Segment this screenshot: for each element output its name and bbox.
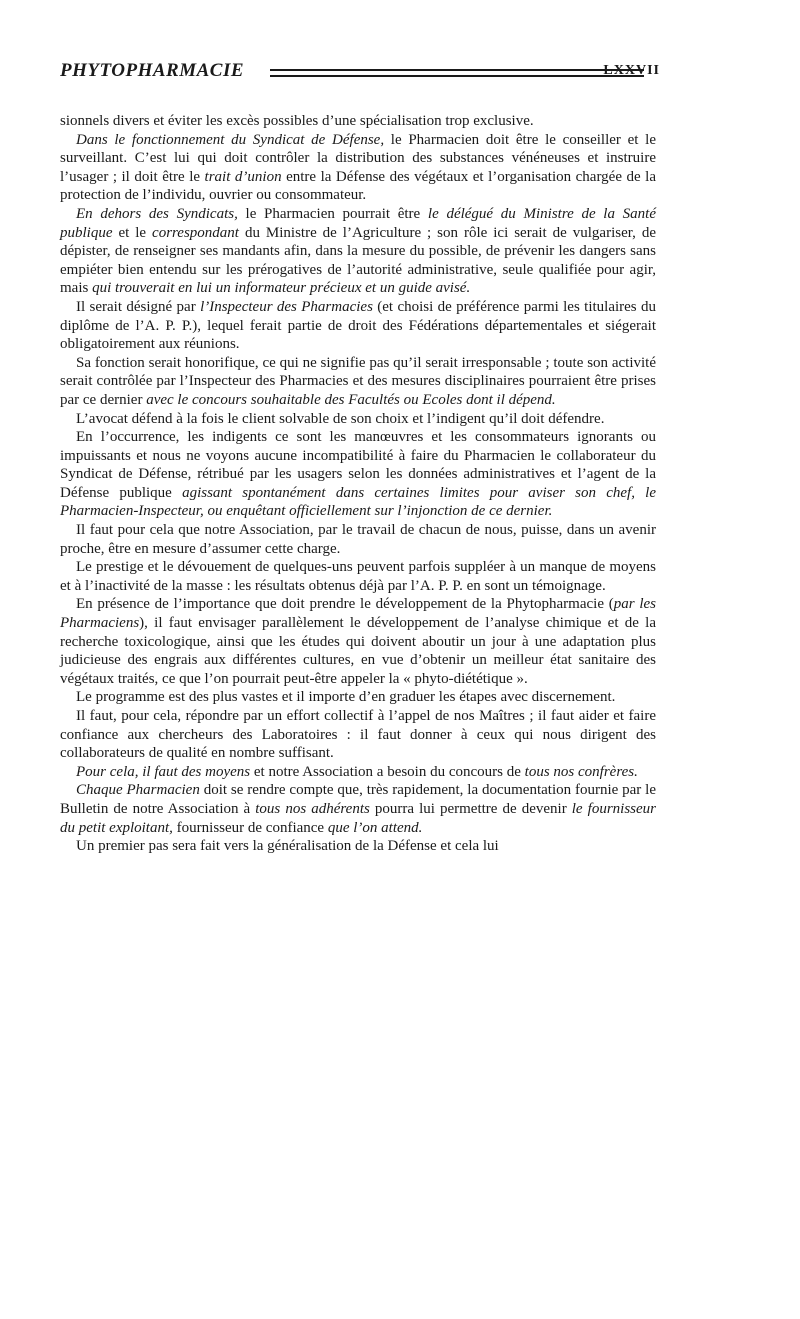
italic-text: trait d’union (204, 168, 282, 185)
body-text (60, 112, 656, 856)
paragraph (60, 595, 656, 688)
text-run: En l’occurrence, les indigents ce sont les manœuvres et les consommateurs ignorants ou impuissants et nous ne voyons aucune incompatibilité à faire du Pharmacien le collaborateur du Syndicat de Défense, rétribué par les usagers selon les données administratives et l’agent de la Défense publique (60, 429, 656, 501)
text-run: le Pharmacien doit être le conseiller et le surveillant. C’est lui qui doit contrôler la distribution des substances vénéneuses et instruire l’usager ; il doit être le (60, 131, 656, 185)
text-run: du Ministre de l’Agriculture ; son rôle ici serait de vulgariser, de dépister, de renseigner ses mandants afin, dans la mesure du possible, de prévenir les dangers sans empiéter bien entendu sur les prérogatives de l’autorité administrative, seule qualifiée pour agir, mais (60, 224, 656, 297)
italic-text: Chaque Pharmacien (76, 782, 200, 799)
italic-text: par les Pharmaciens (60, 596, 657, 632)
italic-text: que l’on attend. (327, 819, 423, 836)
paragraph (60, 707, 656, 763)
text-run: entre la Défense des végétaux et l’organisation chargée de la protection de l’individu, ouvrier ou consommateur. (60, 168, 656, 204)
text-run: Il serait désigné par (76, 298, 201, 315)
italic-text: En dehors des Syndicats, (76, 205, 238, 222)
text-run: ), il faut envisager parallèlement le développement de l’analyse chimique et de la recherche toxicologique, ainsi que les études qui doivent aboutir un jour à une adaptation plus judicieuse des engrais aux différentes cultures, en vue d’obtenir un meilleur état sanitaire des végétaux traités, ce que l’on pourrait peut-être appeler la « phyto-diététique ». (60, 615, 656, 687)
running-header (60, 60, 660, 90)
paragraph (60, 763, 656, 782)
text-run: Il faut, pour cela, répondre par un effort collectif à l’appel de nos Maîtres ; il faut aider et faire confiance aux chercheurs des Laboratoires : il faut donner à ceux qui nous dirigent des collaborateurs de qualité en nombre suffisant. (60, 708, 656, 762)
italic-text: le délégué du Ministre de la Santé publique (60, 205, 657, 241)
italic-text: Dans le fonctionnement du Syndicat de Défense, (76, 131, 385, 148)
paragraph (60, 131, 656, 205)
running-title: PHYTOPHARMACIE (60, 60, 245, 81)
paragraph (60, 112, 656, 131)
text-run: et notre Association a besoin du concours de (250, 763, 525, 780)
paragraph (60, 688, 656, 707)
text-run: doit se rendre compte que, très rapidement, la documentation fournie par le Bulletin de notre Association à (60, 782, 656, 817)
italic-text: l’Inspecteur des Pharmacies (200, 298, 373, 315)
paragraph (60, 298, 656, 354)
paragraph (60, 837, 656, 856)
italic-text: tous nos confrères. (524, 763, 638, 780)
italic-text: agissant spontanément dans certaines limites pour aviser son chef, le Pharmacien-Inspecteur, ou enquêtant officiellement sur l’injonction de ce dernier. (60, 484, 656, 520)
text-run: pourra lui permettre de devenir (369, 800, 572, 817)
text-run: En présence de l’importance que doit prendre le développement de la Phytopharmacie ( (76, 596, 614, 613)
paragraph (60, 354, 656, 410)
text-run: Il faut pour cela que notre Association, par le travail de chacun de nous, puisse, dans un avenir proche, être en mesure d’assumer cette charge. (60, 522, 656, 557)
text-run: Un premier pas sera fait vers la généralisation de la Défense et cela lui (76, 838, 499, 855)
italic-text: correspondant (152, 224, 239, 241)
paragraph (60, 558, 656, 595)
page-number: LXXVII (603, 63, 660, 78)
text-run: et le (112, 224, 153, 241)
paragraph (60, 781, 656, 837)
text-run: le Pharmacien pourrait être (237, 205, 428, 222)
text-run: Le programme est des plus vastes et il importe d’en graduer les étapes avec discernement. (76, 689, 616, 706)
text-run: Sa fonction serait honorifique, ce qui ne signifie pas qu’il serait irresponsable ; toute son activité serait contrôlée par l’Inspecteur des Pharmacies et des mesures disciplinaires pourraient être prises par ce dernier (60, 354, 656, 408)
paragraph (60, 410, 656, 429)
text-run: (et choisi de préférence parmi les titulaires du diplôme de l’A. P. P.), lequel ferait partie de droit des Fédérations départementales et siégerait obligatoirement aux réunions. (60, 298, 656, 353)
italic-text: tous nos adhérents (255, 800, 370, 817)
header-double-rule (270, 69, 644, 77)
paragraph (60, 205, 656, 298)
text-run: fournisseur de confiance (172, 819, 328, 836)
italic-text: qui trouverait en lui un informateur précieux et un guide avisé. (92, 280, 471, 297)
text-run: Le prestige et le dévouement de quelques-uns peuvent parfois suppléer à un manque de moyens et à l’inactivité de la masse : les résultats obtenus déjà par l’A. P. P. en sont un témoignage. (60, 559, 656, 594)
italic-text: avec le concours souhaitable des Facultés ou Ecoles dont il dépend. (146, 391, 556, 408)
text-run: L’avocat défend à la fois le client solvable de son choix et l’indigent qu’il doit défendre. (76, 410, 605, 427)
text-run: sionnels divers et éviter les excès possibles d’une spécialisation trop exclusive. (60, 113, 534, 129)
italic-text: Pour cela, il faut des moyens (76, 763, 251, 780)
paragraph (60, 521, 656, 558)
italic-text: le fournisseur du petit exploitant, (60, 800, 656, 836)
paragraph (60, 428, 656, 521)
